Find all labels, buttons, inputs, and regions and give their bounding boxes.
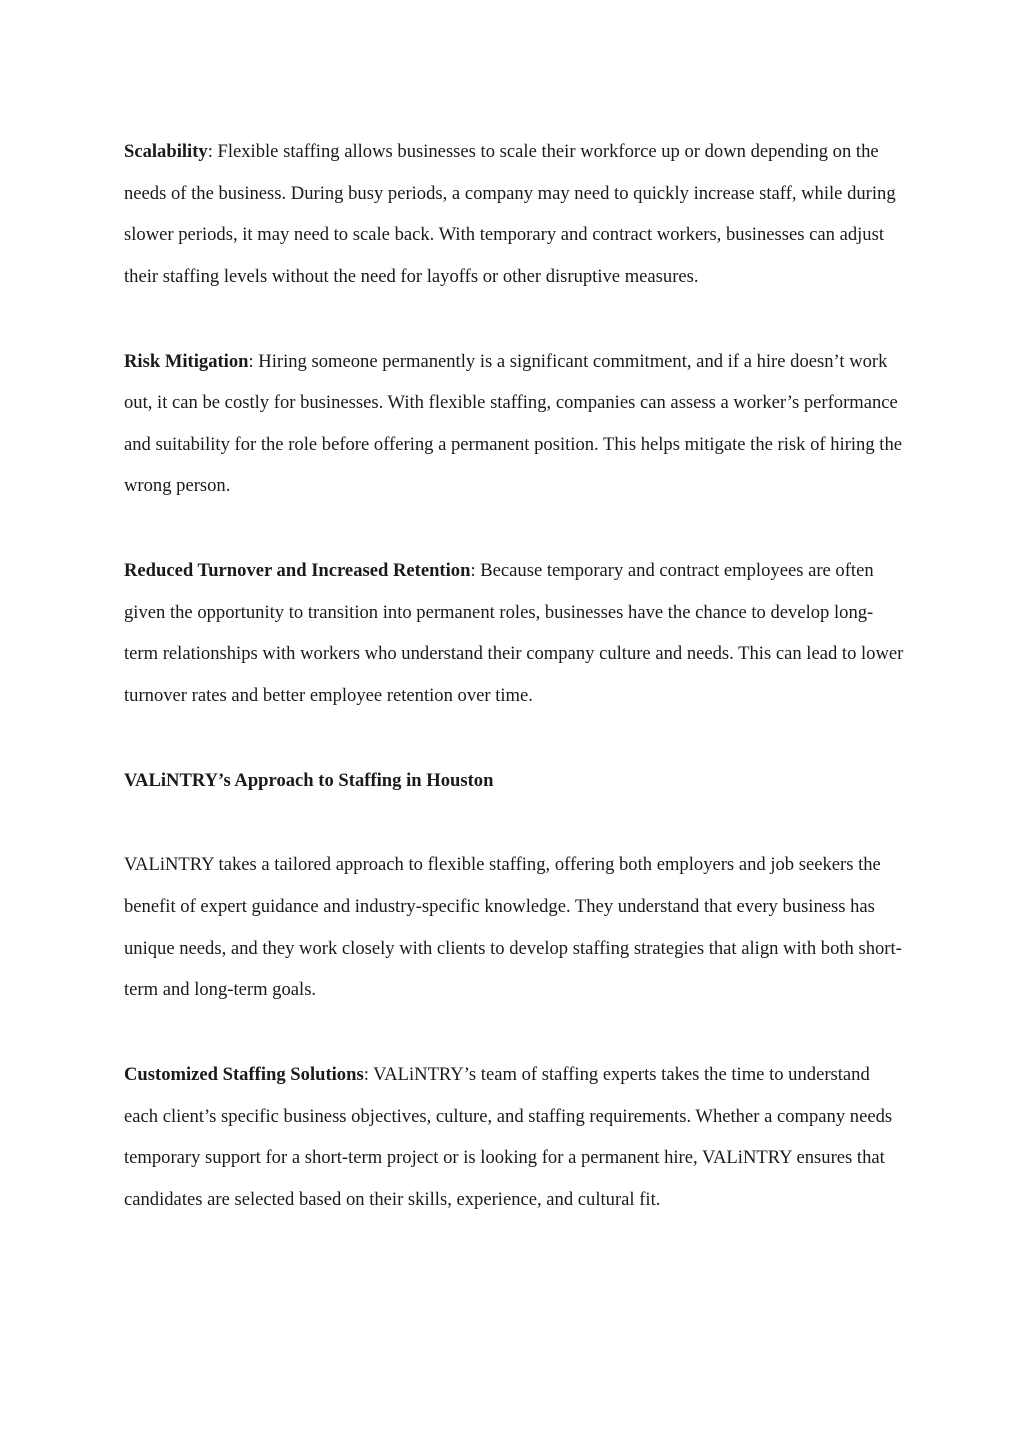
section-heading-approach <box>124 760 904 802</box>
paragraph-text: VALiNTRY takes a tailored approach to flexible staffing, offering both employers and job seekers the benefit of expert guidance and industry-specific knowledge. They understand that every business has unique needs, and they work closely with clients to develop staffing strategies that align with both short-term and long-term goals. <box>124 854 902 1001</box>
paragraph-text: : Because temporary and contract employees are often given the opportunity to transition into permanent roles, businesses have the chance to develop long-term relationships with workers who understand their company culture and needs. This can lead to lower turnover rates and better employee retention over time. <box>124 560 904 706</box>
paragraph-heading: Risk Mitigation <box>124 350 249 372</box>
paragraph-customized-solutions <box>124 1054 904 1220</box>
paragraph-text: : VALiNTRY’s team of staffing experts takes the time to understand each client’s specific business objectives, culture, and staffing requirements. Whether a company needs temporary support for a short-term project or is looking for a permanent hire, VALiNTRY ensures that candidates are selected based on their skills, experience, and cultural fit. <box>124 1064 893 1210</box>
paragraph-heading: Scalability <box>124 141 208 162</box>
section-heading: VALiNTRY’s Approach to Staffing in Houston <box>124 769 494 791</box>
paragraph-scalability <box>124 131 904 297</box>
paragraph-text: : Hiring someone permanently is a significant commitment, and if a hire doesn’t work out, it can be costly for businesses. With flexible staffing, companies can assess a worker’s performance and suitability for the role before offering a permanent position. This helps mitigate the risk of hiring the wrong person. <box>124 350 902 497</box>
page-body <box>124 131 904 1220</box>
paragraph-heading: Reduced Turnover and Increased Retention <box>124 560 471 582</box>
paragraph-approach-intro <box>124 844 904 1010</box>
paragraph-risk-mitigation <box>124 341 904 507</box>
paragraph-reduced-turnover <box>124 550 904 716</box>
paragraph-text: : Flexible staffing allows businesses to scale their workforce up or down depending on the needs of the business. During busy periods, a company may need to quickly increase staff, while during slower periods, it may need to scale back. With temporary and contract workers, businesses can adjust their staffing levels without the need for layoffs or other disruptive measures. <box>124 141 896 287</box>
paragraph-heading: Customized Staffing Solutions <box>124 1064 364 1086</box>
